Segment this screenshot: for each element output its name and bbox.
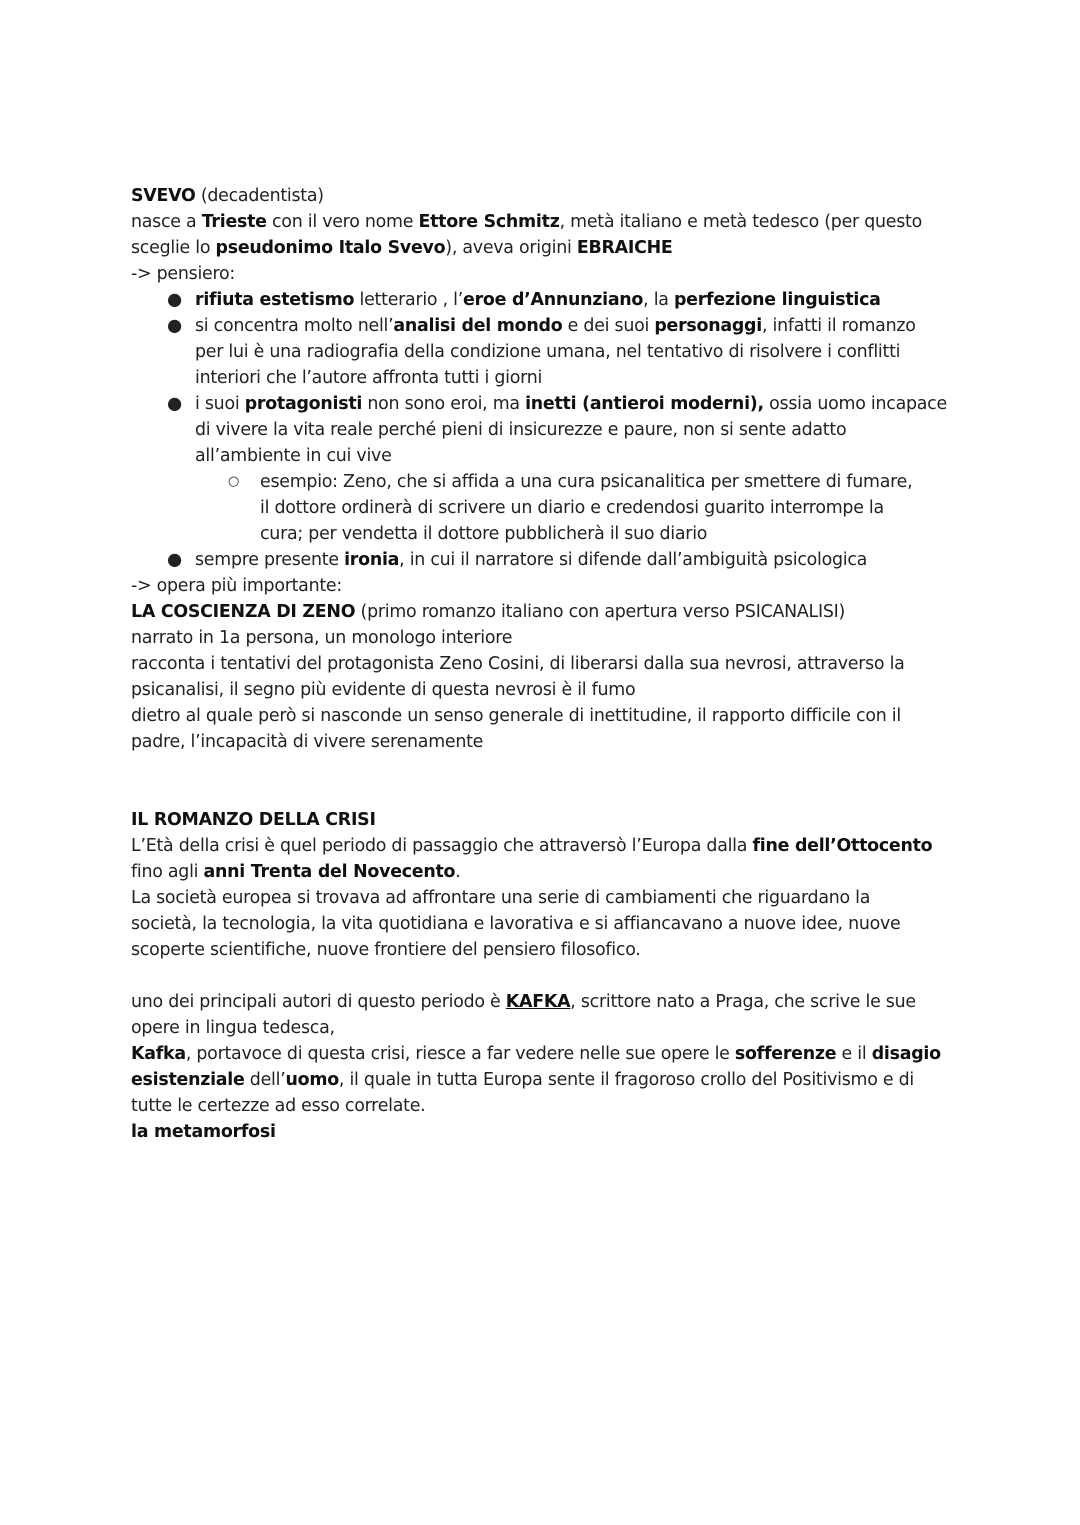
spacer	[131, 755, 961, 807]
bold-text: personaggi	[654, 316, 762, 336]
svevo-title: SVEVO	[131, 186, 196, 206]
bullet-dot-icon: ●	[167, 290, 182, 310]
metamorfosi-line	[131, 1119, 961, 1145]
crisi-line: scoperte scientifiche, nuove frontiere del pensiero filosofico.	[131, 940, 641, 960]
crisi-line: società, la tecnologia, la vita quotidiana e lavorativa e si affiancavano a nuove idee, nuove	[131, 914, 901, 934]
bullet-item: ● si concentra molto nell’analisi del mondo e dei suoi personaggi, infatti il romanzo	[131, 313, 961, 339]
kafka-line: Kafka, portavoce di questa crisi, riesce a far vedere nelle sue opere le sofferenze e il disagio	[131, 1044, 941, 1064]
sub-bullet-item: ○ esempio: Zeno, che si affida a una cura psicanalitica per smettere di fumare,	[131, 469, 961, 495]
crisi-line: L’Età della crisi è quel periodo di passaggio che attraversò l’Europa dalla fine dell’Ottocento	[131, 836, 933, 856]
bold-text: Kafka	[131, 1044, 186, 1064]
bold-text: analisi del mondo	[393, 316, 563, 336]
spacer	[131, 963, 961, 989]
crisi-title: IL ROMANZO DELLA CRISI	[131, 810, 376, 830]
opera-label: -> opera più importante:	[131, 576, 342, 596]
svevo-title-note: (decadentista)	[195, 186, 324, 206]
bullet-item: ● sempre presente ironia, in cui il narratore si difende dall’ambiguità psicologica	[131, 547, 961, 573]
opera-line: narrato in 1a persona, un monologo interiore	[131, 628, 513, 648]
document-body	[131, 183, 961, 1145]
bold-text: EBRAICHE	[576, 238, 673, 258]
bullet-item: ● i suoi protagonisti non sono eroi, ma inetti (antieroi moderni), ossia uomo incapace	[131, 391, 961, 417]
crisi-heading	[131, 807, 961, 833]
opera-line: padre, l’incapacità di vivere serenamente	[131, 732, 484, 752]
bullet-continuation: di vivere la vita reale perché pieni di insicurezze e paure, non si sente adatto	[195, 420, 847, 440]
bold-text: fine dell’Ottocento	[752, 836, 933, 856]
bold-text: ironia	[344, 550, 400, 570]
bold-text: protagonisti	[244, 394, 363, 414]
bold-text: eroe d’Annunziano	[463, 290, 644, 310]
opera-title: LA COSCIENZA DI ZENO	[131, 602, 356, 622]
kafka-line: esistenziale dell’uomo, il quale in tutta Europa sente il fragoroso crollo del Positivismo e di	[131, 1070, 914, 1090]
bullet-continuation: all’ambiente in cui vive	[195, 446, 392, 466]
sub-bullet-continuation: cura; per vendetta il dottore pubblicherà il suo diario	[260, 524, 708, 544]
bullet-continuation: per lui è una radiografia della condizione umana, nel tentativo di risolvere i conflitti	[195, 342, 901, 362]
kafka-line: tutte le certezze ad esso correlate.	[131, 1096, 426, 1116]
svevo-intro-line: nasce a Trieste con il vero nome Ettore Schmitz, metà italiano e metà tedesco (per questo	[131, 212, 922, 232]
bold-text: anni Trenta del Novecento	[203, 862, 456, 882]
bold-text: esistenziale	[131, 1070, 245, 1090]
bullet-item: ● rifiuta estetismo letterario , l’eroe d’Annunziano, la perfezione linguistica	[131, 287, 961, 313]
crisi-line: fino agli anni Trenta del Novecento.	[131, 862, 461, 882]
bold-text: sofferenze	[734, 1044, 837, 1064]
sub-bullet-continuation: il dottore ordinerà di scrivere un diario e credendosi guarito interrompe la	[260, 498, 884, 518]
opera-line: racconta i tentativi del protagonista Zeno Cosini, di liberarsi dalla sua nevrosi, attraverso la	[131, 654, 905, 674]
kafka-line: uno dei principali autori di questo periodo è KAFKA, scrittore nato a Praga, che scrive le sue	[131, 992, 916, 1012]
opera-line: dietro al quale però si nasconde un senso generale di inettitudine, il rapporto difficile con il	[131, 706, 901, 726]
bullet-dot-icon: ●	[167, 550, 182, 570]
bold-text: disagio	[871, 1044, 941, 1064]
opera-heading	[131, 599, 961, 625]
bullet-dot-icon: ●	[167, 316, 182, 336]
bold-text: rifiuta estetismo	[195, 290, 355, 310]
opera-note: (primo romanzo italiano con apertura verso PSICANALISI)	[355, 602, 846, 622]
pensiero-label: -> pensiero:	[131, 264, 235, 284]
bullet-dot-icon: ●	[167, 394, 182, 414]
bold-text: perfezione linguistica	[673, 290, 881, 310]
bullet-continuation: interiori che l’autore affronta tutti i giorni	[195, 368, 543, 388]
svevo-intro-line: sceglie lo pseudonimo Italo Svevo), aveva origini EBRAICHE	[131, 238, 673, 258]
bold-text: inetti (antieroi moderni),	[525, 394, 764, 414]
bold-text: Trieste	[201, 212, 267, 232]
crisi-line: La società europea si trovava ad affrontare una serie di cambiamenti che riguardano la	[131, 888, 871, 908]
bold-text: uomo	[285, 1070, 339, 1090]
bold-text: pseudonimo Italo Svevo	[215, 238, 446, 258]
kafka-line: opere in lingua tedesca,	[131, 1018, 335, 1038]
bullet-circle-icon: ○	[228, 474, 240, 489]
svevo-heading	[131, 183, 961, 209]
opera-line: psicanalisi, il segno più evidente di questa nevrosi è il fumo	[131, 680, 636, 700]
bold-underlined-text: KAFKA	[505, 992, 571, 1012]
bold-text: Ettore Schmitz	[418, 212, 560, 232]
metamorfosi-title: la metamorfosi	[131, 1122, 276, 1142]
